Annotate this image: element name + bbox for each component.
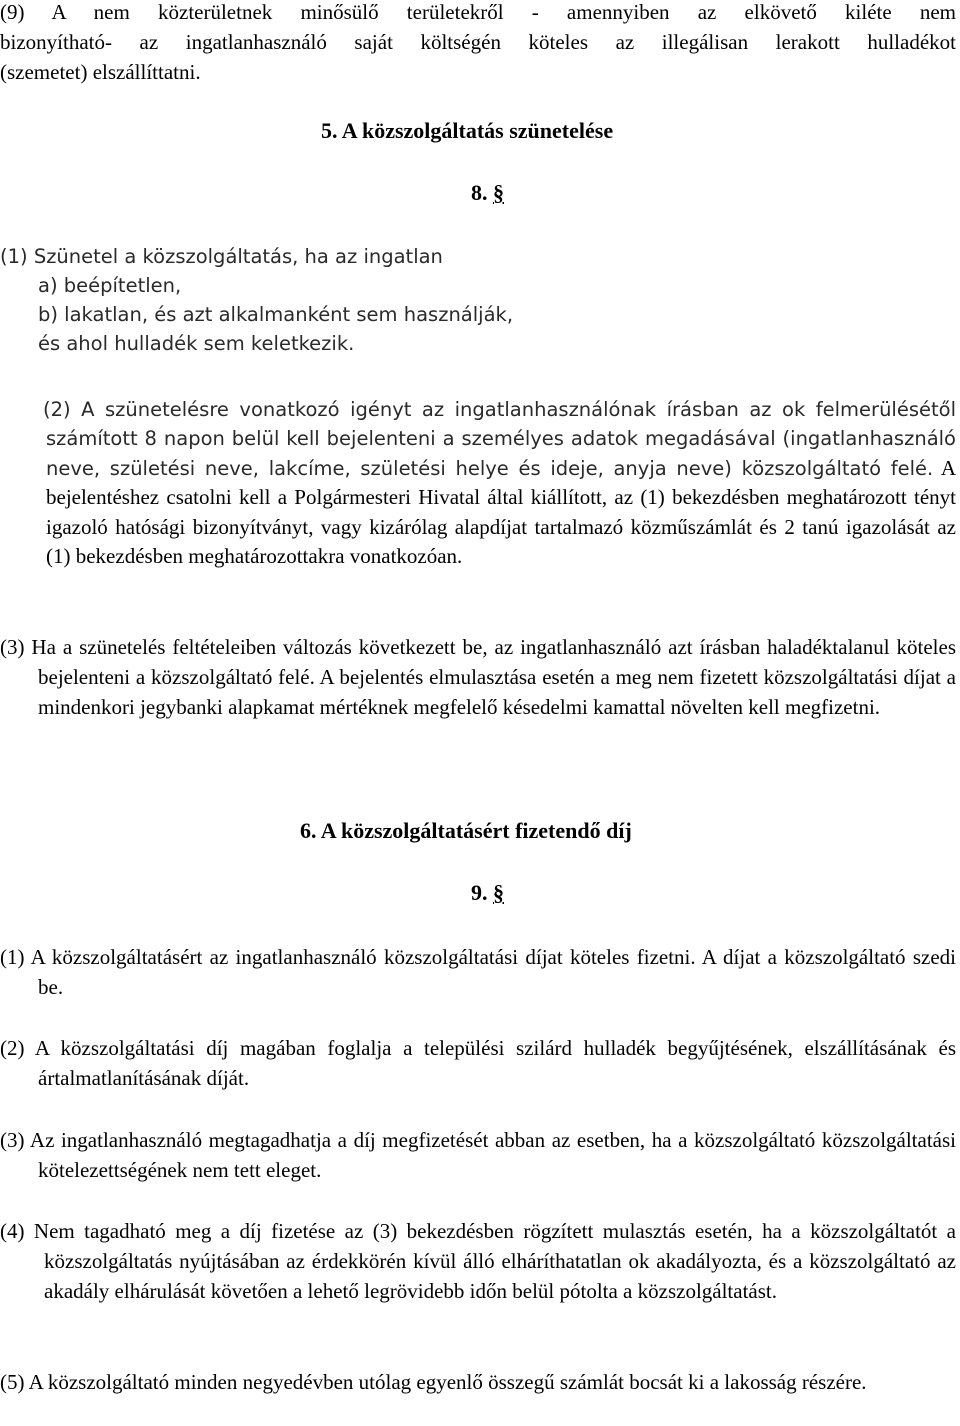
section-6-heading	[300, 818, 632, 844]
paragraph-9-1	[0, 942, 956, 1002]
paragraph-9-1-text: (1) A közszolgáltatásért az ingatlanhasználó közszolgáltatási díjat köteles fizetni. A díjat a közszolgáltató szedi be.	[0, 945, 956, 999]
paragraph-9-4-text: (4) Nem tagadható meg a díj fizetése az (3) bekezdésben rögzített mulasztás esetén, ha a közszolgáltatót a közszolgáltatás nyújtásában az érdekkörén kívül álló elháríthatatlan ok akadályozta, és a közszolgáltató az akadály elhárulását követően a lehető legrövidebb időn belül pótolta a közszolgáltatást.	[0, 1219, 956, 1303]
paragraph-8-1-item-a: a) beépítetlen,	[38, 274, 182, 297]
paragraph-7-9-line-2: bizonyítható- az ingatlanhasználó saját költségén köteles az illegálisan lerakott hulladékot	[0, 30, 956, 54]
paragraph-8-3-text: (3) Ha a szünetelés feltételeiben változás következett be, az ingatlanhasználó azt írásban haladéktalanul köteles bejelenteni a közszolgáltató felé. A bejelentés elmulasztása esetén a meg nem fizetett közszolgáltatási díjat a mindenkori jegybanki alapkamat mértéknek megfelelő késedelmi kamattal növelten kell megfizetni.	[0, 635, 956, 719]
paragraph-9-5-text: (5) A közszolgáltató minden negyedévben utólag egyenlő összegű számlát bocsát ki a lakosság részére.	[0, 1370, 867, 1394]
paragraph-8-2	[10, 395, 956, 571]
paragraph-9-4	[0, 1216, 956, 1306]
paragraph-9-section-sign: §	[493, 880, 504, 905]
paragraph-7-9-line-1: (9) A nem közterületnek minősülő területekről - amennyiben az elkövető kiléte nem	[0, 0, 956, 24]
section-5-title: 5. A közszolgáltatás szünetelése	[321, 118, 614, 143]
paragraph-8-section-sign: §	[493, 180, 504, 205]
paragraph-9-3-text: (3) Az ingatlanhasználó megtagadhatja a díj megfizetését abban az esetben, ha a közszolgáltató közszolgáltatási kötelezettségének nem tett eleget.	[0, 1128, 956, 1182]
paragraph-8-1-intro: (1) Szünetel a közszolgáltatás, ha az ingatlan	[0, 245, 443, 268]
paragraph-8-1	[0, 242, 600, 358]
paragraph-8-2-first: (2) A szünetelésre vonatkozó igényt az ingatlanhasználónak írásban az ok felmerülésétől számított 8 napon belül kell bejelenteni a személyes adatok megadásával (ingatlanhasználó neve, születési neve, lakcíme, születési helye és ideje, anyja neve) közszolgáltató felé.	[43, 398, 956, 480]
paragraph-9-3	[0, 1125, 956, 1185]
paragraph-8-number	[471, 180, 504, 206]
paragraph-7-9	[0, 0, 956, 87]
paragraph-9-2	[0, 1033, 956, 1093]
section-5-heading	[321, 118, 613, 144]
paragraph-8-2-second: A bejelentéshez csatolni kell a Polgármesteri Hivatal által kiállított, az (1) bekezdésben meghatározott tényt igazoló hatósági bizonyítványt, vagy kizárólag alapdíjat tartalmazó közműszámlát és 2 tanú igazolását az (1) bekezdésben meghatározottakra vonatkozóan.	[46, 455, 957, 569]
paragraph-9-5	[0, 1367, 956, 1397]
paragraph-8-3	[0, 632, 956, 722]
paragraph-8-label: 8.	[471, 180, 488, 205]
paragraph-8-1-item-b: b) lakatlan, és azt alkalmanként sem használják,	[38, 303, 514, 326]
paragraph-9-label: 9.	[471, 880, 488, 905]
paragraph-9-2-text: (2) A közszolgáltatási díj magában foglalja a települési szilárd hulladék begyűjtésének, elszállításának és ártalmatlanításának díját.	[0, 1036, 956, 1090]
section-6-title: 6. A közszolgáltatásért fizetendő díj	[300, 818, 632, 843]
paragraph-7-9-line-3: (szemetet) elszállíttatni.	[0, 60, 201, 84]
paragraph-9-number	[471, 880, 504, 906]
paragraph-8-1-item-b-cont: és ahol hulladék sem keletkezik.	[38, 332, 355, 355]
